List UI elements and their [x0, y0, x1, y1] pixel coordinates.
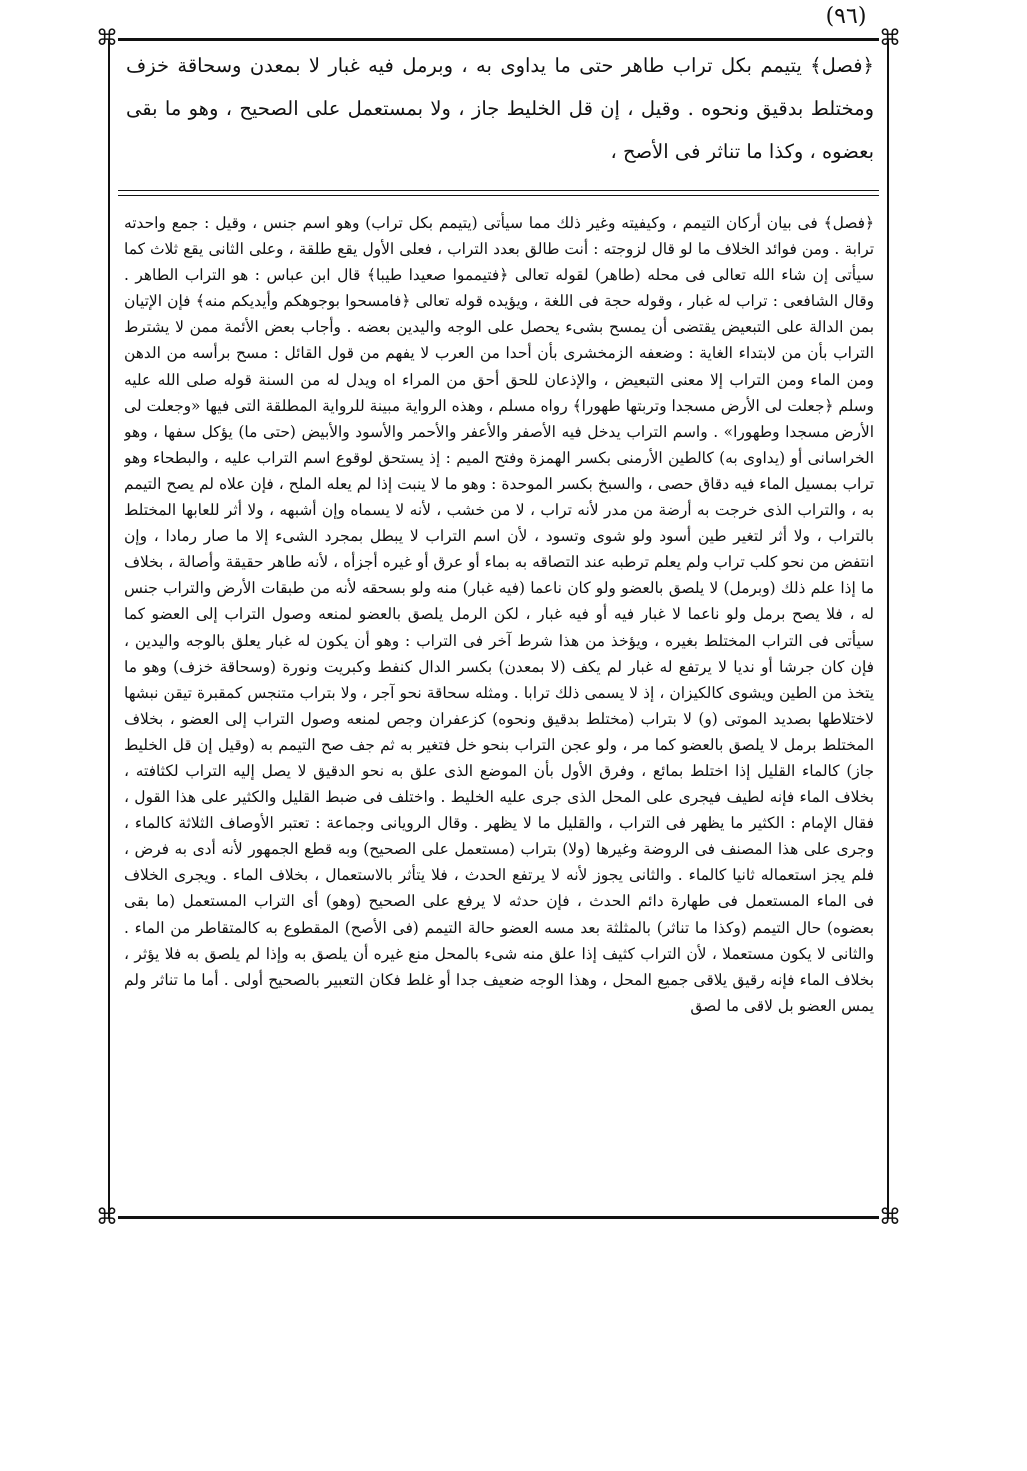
- sharh-paragraph: ﴿فصل﴾ فى بيان أركان التيمم ، وكيفيته وغير ذلك مما سيأتى (يتيمم بكل تراب) وهو اسم جنس ، وقيل : جمع واحدته ترابة . ومن فوائد الخلاف ما لو قال لزوجته : أنت طالق بعدد التراب ، فعلى الأول يقع طلقة ، وعلى الثانى يقع ثلاث كما سيأتى إن شاء الله تعالى فى محله (طاهر) لقوله تعالى ﴿فتيمموا صعيدا طيبا﴾ قال ابن عباس : هو التراب الطاهر . وقال الشافعى : تراب له غبار ، وقوله حجة فى اللغة ، ويؤيده قوله تعالى ﴿فامسحوا بوجوهكم وأيديكم منه﴾ فإن الإتيان بمن الدالة على التبعيض يقتضى أن يمسح بشىء يحصل على الوجه واليدين بعضه . وأجاب بعض الأئمة ممن لا يشترط التراب بأن من لابتداء الغاية : وضعفه الزمخشرى بأن أحدا من العرب لا يفهم من قول القائل : مسح برأسه من الدهن ومن الماء ومن التراب إلا معنى التبعيض ، والإذعان للحق أحق من المراء اه ويدل له من السنة قوله صلى الله عليه وسلم ﴿جعلت لى الأرض مسجدا وتربتها طهورا﴾ رواه مسلم ، وهذه الرواية مبينة للرواية المطلقة التى فيها «وجعلت لى الأرض مسجدا وطهورا» . واسم التراب يدخل فيه الأصفر والأعفر والأحمر والأسود والأبيض (حتى ما) يؤكل سفها ، وهو الخراسانى أو (يداوى به) كالطين الأرمنى بكسر الهمزة وفتح الميم : إذ يستحق لوقوع اسم التراب عليه ، والبطحاء وهو تراب بمسيل الماء فيه دقاق حصى ، والسبخ بكسر الموحدة : وهو ما لا ينبت إذا لم يعله الملح ، فإن علاه لم يصح التيمم به ، والتراب الذى خرجت به أرضة من مدر لأنه تراب ، لا من خشب ، لأنه لا يسماه وإن أشبهه ، ولا أثر للعابها المختلط بالتراب ، ولا أثر لتغير طين أسود ولو شوى وتسود ، لأن اسم التراب لا يبطل بمجرد الشىء إلا ما صار رمادا ، وإن انتفض من نحو كلب تراب ولم يعلم ترطبه عند التصاقه به بماء أو عرق أو غيره أجزأه ، لأنه طاهر حقيقة وأصالة ، بخلاف ما إذا علم ذلك (وبرمل) لا يلصق بالعضو ولو كان ناعما (فيه غبار) منه ولو بسحقه لأنه من طبقات الأرض والتراب جنس له ، فلا يصح برمل ولو ناعما لا غبار فيه أو فيه غبار ، لكن الرمل يلصق بالعضو لمنعه وصول التراب إلى العضو كما سيأتى فى التراب المختلط بغيره ، ويؤخذ من هذا شرط آخر فى التراب : وهو أن يكون له غبار يعلق بالوجه واليدين ، فإن كان جرشا أو نديا لا يرتفع له غبار لم يكف (لا بمعدن) بكسر الدال كنفط وكبريت ونورة (وسحاقة خزف) وهو ما يتخذ من الطين ويشوى كالكيزان ، إذ لا يسمى ذلك ترابا . ومثله سحاقة نحو آجر ، ولا بتراب متنجس كمقبرة تيقن نبشها لاختلاطها بصديد الموتى (و) لا بتراب (مختلط بدقيق ونحوه) كزعفران وجص لمنعه وصول التراب إلى العضو ، بخلاف المختلط برمل لا يلصق بالعضو كما مر ، ولو عجن التراب بنحو خل فتغير به ثم جف صح التيمم به (وقيل إن قل الخليط جاز) كالماء القليل إذا اختلط بمائع ، وفرق الأول بأن الموضع الذى علق به نحو الدقيق لا يصل إليه التراب لكثافته ، بخلاف الماء فإنه لطيف فيجرى على المحل الذى جرى عليه الخليط . واختلف فى ضبط القليل والكثير على هذا القول ، فقال الإمام : الكثير ما يظهر فى التراب ، والقليل ما لا يظهر . وقال الرويانى وجماعة : تعتبر الأوصاف الثلاثة كالماء ، وجرى على هذا المصنف فى الروضة وغيرها (ولا) بتراب (مستعمل على الصحيح) وبه قطع الجمهور لأنه أدى به فرض ، فلم يجز استعماله ثانيا كالماء . والثانى يجوز لأنه لا يرتفع الحدث ، فلا يتأثر بالاستعمال ، بخلاف الماء . ويجرى الخلاف فى الماء المستعمل فى طهارة دائم الحدث ، فإن حدثه لا يرفع على الصحيح (وهو) أى التراب المستعمل (ما بقى بعضوه) حال التيمم (وكذا ما تناثر) بالمثلثة بعد مسه العضو حالة التيمم (فى الأصح) المقطوع به كالمتقاطر من الماء . والثانى لا يكون مستعملا ، لأن التراب كثيف إذا علق منه شىء بالمحل منع غيره أن يلصق به وإذا لم يلصق به فلا يؤثر ، بخلاف الماء فإنه رقيق يلاقى جميع المحل ، وهذا الوجه ضعيف جدا أو غلط فكان التعبير بالصحيح أولى . أما ما تناثر ولم يمس العضو بل لاقى ما لصق: [124, 214, 874, 1015]
- corner-ornament-icon: ⌘: [879, 1205, 901, 1230]
- matn-paragraph: ﴿فصل﴾ يتيمم بكل تراب طاهر حتى ما يداوى به ، وبرمل فيه غبار لا بمعدن وسحاقة خزف ومختلط بدقيق ونحوه . وقيل ، إن قل الخليط جاز ، ولا بمستعمل على الصحيح ، وهو ما بقى بعضوه ، وكذا ما تناثر فى الأصح ،: [126, 54, 874, 163]
- page-number: (٩٦): [825, 4, 867, 29]
- corner-ornament-icon: ⌘: [96, 26, 118, 51]
- corner-ornament-icon: ⌘: [96, 1205, 118, 1230]
- corner-ornament-icon: ⌘: [879, 26, 901, 51]
- section-divider: [118, 190, 879, 196]
- matn-text-block: [126, 44, 874, 184]
- top-rule: [118, 38, 879, 41]
- bottom-rule: [118, 1216, 879, 1219]
- sharh-text-block: [124, 210, 874, 1205]
